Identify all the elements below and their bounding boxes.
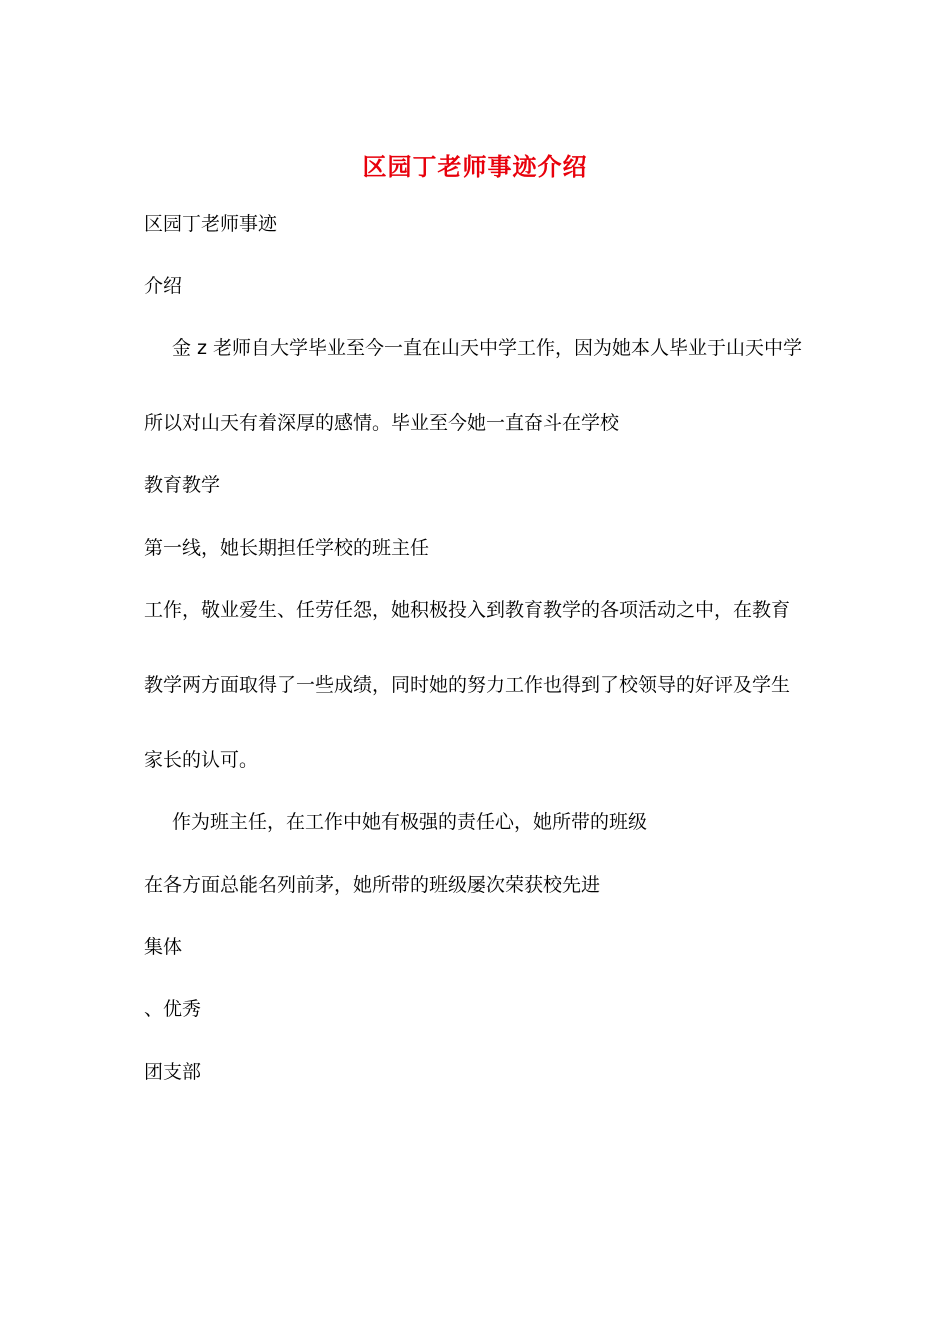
paragraph-3-line-2: 在各方面总能名列前茅，她所带的班级屡次荣获校先进 [144, 874, 601, 896]
text-line-13: 、优秀 [144, 998, 202, 1020]
text-line-6: 第一线，她长期担任学校的班主任 [144, 537, 430, 559]
paragraph-2-line-3: 家长的认可。 [144, 749, 259, 771]
paragraph-1-line-1: 金 z 老师自大学毕业至今一直在山天中学工作，因为她本人毕业于山天中学 [172, 337, 803, 359]
document-title: 区园丁老师事迹介绍 [362, 152, 588, 181]
text-line-1: 区园丁老师事迹 [144, 213, 278, 235]
paragraph-1-line-2: 所以对山天有着深厚的感情。毕业至今她一直奋斗在学校 [144, 412, 620, 434]
paragraph-2-line-2: 教学两方面取得了一些成绩，同时她的努力工作也得到了校领导的好评及学生 [144, 674, 791, 696]
text-line-14: 团支部 [144, 1061, 202, 1083]
text-line-12: 集体 [144, 936, 183, 958]
paragraph-2-line-1: 工作，敬业爱生、任劳任怨，她积极投入到教育教学的各项活动之中，在教育 [144, 599, 791, 621]
paragraph-3-line-1: 作为班主任，在工作中她有极强的责任心，她所带的班级 [172, 811, 648, 833]
text-line-5: 教育教学 [144, 474, 221, 496]
text-line-2: 介绍 [144, 275, 183, 297]
